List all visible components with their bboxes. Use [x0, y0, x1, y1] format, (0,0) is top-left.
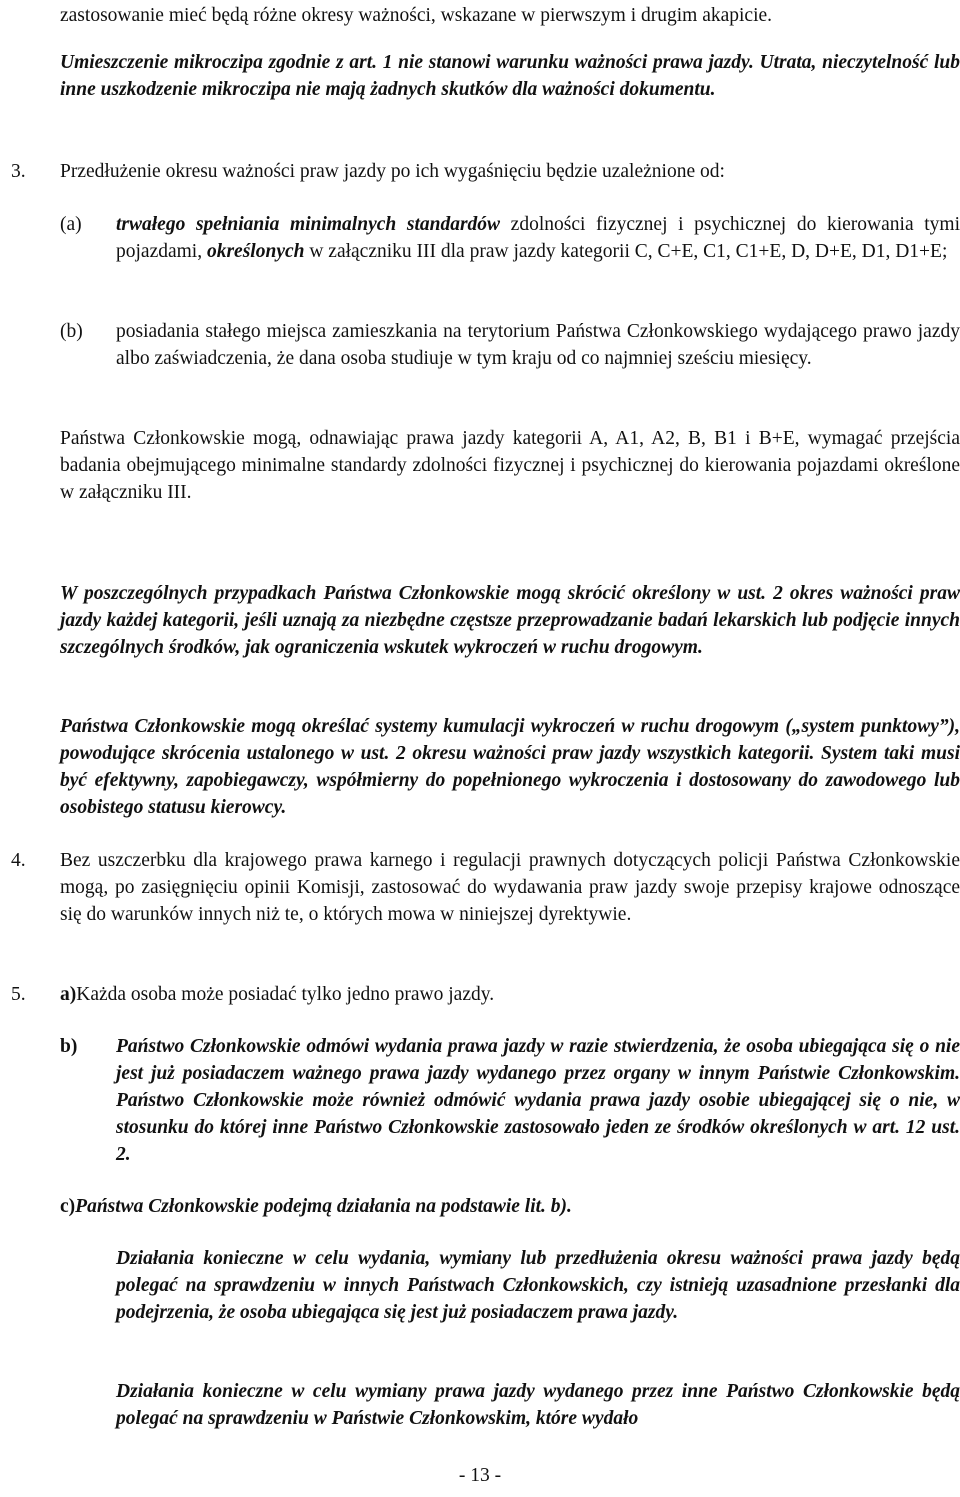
item-5-number: 5.	[11, 984, 26, 1005]
item-a-text	[116, 211, 960, 265]
paragraph-actions-exchange: Działania konieczne w celu wymiany prawa jazdy wydanego przez inne Państwo Członkowskie będą polegać na sprawdzeniu w Państwie Członkowskim, które wydało	[116, 1381, 960, 1429]
item-4-number: 4.	[11, 850, 26, 871]
item-5c-text: Państwa Członkowskie podejmą działania na podstawie lit. b).	[75, 1196, 572, 1217]
item-b-text: posiadania stałego miejsca zamieszkania na terytorium Państwa Członkowskiego wydającego prawo jazdy albo zaświadczenia, że dana osoba studiuje w tym kraju od co najmniej sześciu miesięcy.	[116, 321, 960, 369]
item-a-body-1: zdolności fizycznej i psychicznej do kierowania tymi pojazdami,	[116, 214, 960, 262]
item-5b-text: Państwo Członkowskie odmówi wydania prawa jazdy w razie stwierdzenia, że osoba ubiegająca się o nie jest już posiadaczem ważnego prawa jazdy wydanego przez organy w innym Państwie Członkowskim. Państwo Członkowskie może również odmówić wydania prawa jazdy osobie ubiegającej się o nie, w stosunku do której inne Państwo Członkowskie zastosowało jeden ze środków określonych w art. 12 ust. 2.	[116, 1036, 960, 1165]
item-5a-label: a)	[60, 984, 77, 1005]
item-5a-text: Każda osoba może posiadać tylko jedno prawo jazdy.	[76, 984, 495, 1005]
paragraph-renewal: Państwa Członkowskie mogą, odnawiając prawa jazdy kategorii A, A1, A2, B, B1 i B+E, wymagać przejścia badania obejmującego minimalne standardy zdolności fizycznej i psychicznej do kierowania pojazdami określone w załączniku III.	[60, 428, 960, 503]
item-a-body-2: w załączniku III dla praw jazdy kategorii C, C+E, C1, C1+E, D, D+E, D1, D1+E;	[304, 241, 948, 262]
intro-line: zastosowanie mieć będą różne okresy ważności, wskazane w pierwszym i drugim akapicie.	[60, 5, 773, 26]
item-3-number: 3.	[11, 161, 26, 182]
item-5b-label: b)	[60, 1036, 78, 1057]
item-a-emphasis-2: określonych	[206, 241, 305, 262]
paragraph-shortening: W poszczególnych przypadkach Państwa Członkowskie mogą skrócić określony w ust. 2 okres ważności praw jazdy każdej kategorii, jeśli uznają za niezbędne częstsze przeprowadzanie badań lekarskich lub podjęcie innych szczególnych środków, jak ograniczenia wskutek wykroczeń w ruchu drogowym.	[60, 583, 960, 658]
item-4-text: Bez uszczerbku dla krajowego prawa karnego i regulacji prawnych dotyczących policji Państwa Członkowskie mogą, po zasięgnięciu opinii Komisji, zastosować do wydawania praw jazdy swoje przepisy krajowe odnoszące się do warunków innych niż te, o których mowa w niniejszej dyrektywie.	[60, 850, 960, 925]
item-5c	[60, 1193, 960, 1220]
item-a-emphasis-1: trwałego spełniania minimalnych standardów	[116, 214, 501, 235]
item-3-text: Przedłużenie okresu ważności praw jazdy po ich wygaśnięciu będzie uzależnione od:	[60, 161, 725, 182]
item-a-label: (a)	[60, 214, 82, 235]
item-5a	[60, 981, 960, 1008]
item-5c-label: c)	[60, 1196, 76, 1217]
paragraph-actions-issue: Działania konieczne w celu wydania, wymiany lub przedłużenia okresu ważności prawa jazdy będą polegać na sprawdzeniu w innych Państwach Członkowskich, czy istnieją uzasadnione przesłanki dla podejrzenia, że osoba ubiegająca się jest już posiadaczem prawa jazdy.	[116, 1248, 960, 1323]
microchip-note: Umieszczenie mikroczipa zgodnie z art. 1 nie stanowi warunku ważności prawa jazdy. Utrata, nieczytelność lub inne uszkodzenie mikroczipa nie mają żadnych skutków dla ważności dokumentu.	[60, 52, 960, 100]
page-number: - 13 -	[458, 1465, 502, 1486]
paragraph-points-system: Państwa Członkowskie mogą określać systemy kumulacji wykroczeń w ruchu drogowym („system punktowy”), powodujące skrócenia ustalonego w ust. 2 okresu ważności praw jazdy wszystkich kategorii. System taki musi być efektywny, zapobiegawczy, współmierny do popełnionego wykroczenia i dostosowany do zawodowego lub osobistego statusu kierowcy.	[60, 716, 960, 818]
item-b-label: (b)	[60, 321, 83, 342]
